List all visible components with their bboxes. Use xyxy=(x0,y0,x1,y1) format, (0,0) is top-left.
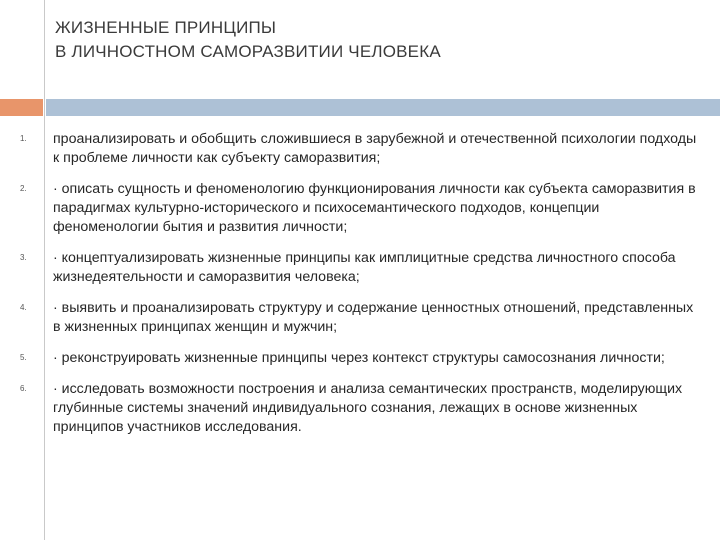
item-number: 5. xyxy=(20,353,27,362)
item-text: · концептуализировать жизненные принципы как имплицитные средства личностного способа жизнедеятельности и саморазвития человека; xyxy=(53,250,676,285)
objectives-list xyxy=(0,130,720,449)
list-item xyxy=(0,380,720,437)
item-text: · выявить и проанализировать структуру и содержание ценностных отношений, представленных в жизненных принципах женщин и мужчин; xyxy=(53,300,694,335)
item-text: проанализировать и обобщить сложившиеся в зарубежной и отечественной психологии подходы к проблеме личности как субъекту саморазвития; xyxy=(53,131,697,166)
item-number: 2. xyxy=(20,184,27,193)
list-item xyxy=(0,299,720,337)
list-item xyxy=(0,180,720,237)
title-line-1: ЖИЗНЕННЫЕ ПРИНЦИПЫ xyxy=(55,18,277,37)
accent-block xyxy=(0,99,43,116)
item-text: · исследовать возможности построения и анализа семантических пространств, моделирующих глубинные системы значений индивидуального сознания, лежащих в основе жизненных принципов участников исследования. xyxy=(53,381,683,435)
title-line-2: В ЛИЧНОСТНОМ САМОРАЗВИТИИ ЧЕЛОВЕКА xyxy=(55,42,441,61)
item-number: 3. xyxy=(20,253,27,262)
item-number: 6. xyxy=(20,384,27,393)
slide-title xyxy=(55,16,695,64)
item-text: · описать сущность и феноменологию функционирования личности как субъекта саморазвития в парадигмах культурно‑исторического и психосемантического подходов, концепции феноменологии бытия и развития личности; xyxy=(53,181,696,235)
list-item xyxy=(0,249,720,287)
item-number: 1. xyxy=(20,134,27,143)
header-bar xyxy=(46,99,720,116)
list-item xyxy=(0,349,720,368)
list-item xyxy=(0,130,720,168)
item-number: 4. xyxy=(20,303,27,312)
item-text: · реконструировать жизненные принципы через контекст структуры самосознания личности; xyxy=(53,350,665,366)
